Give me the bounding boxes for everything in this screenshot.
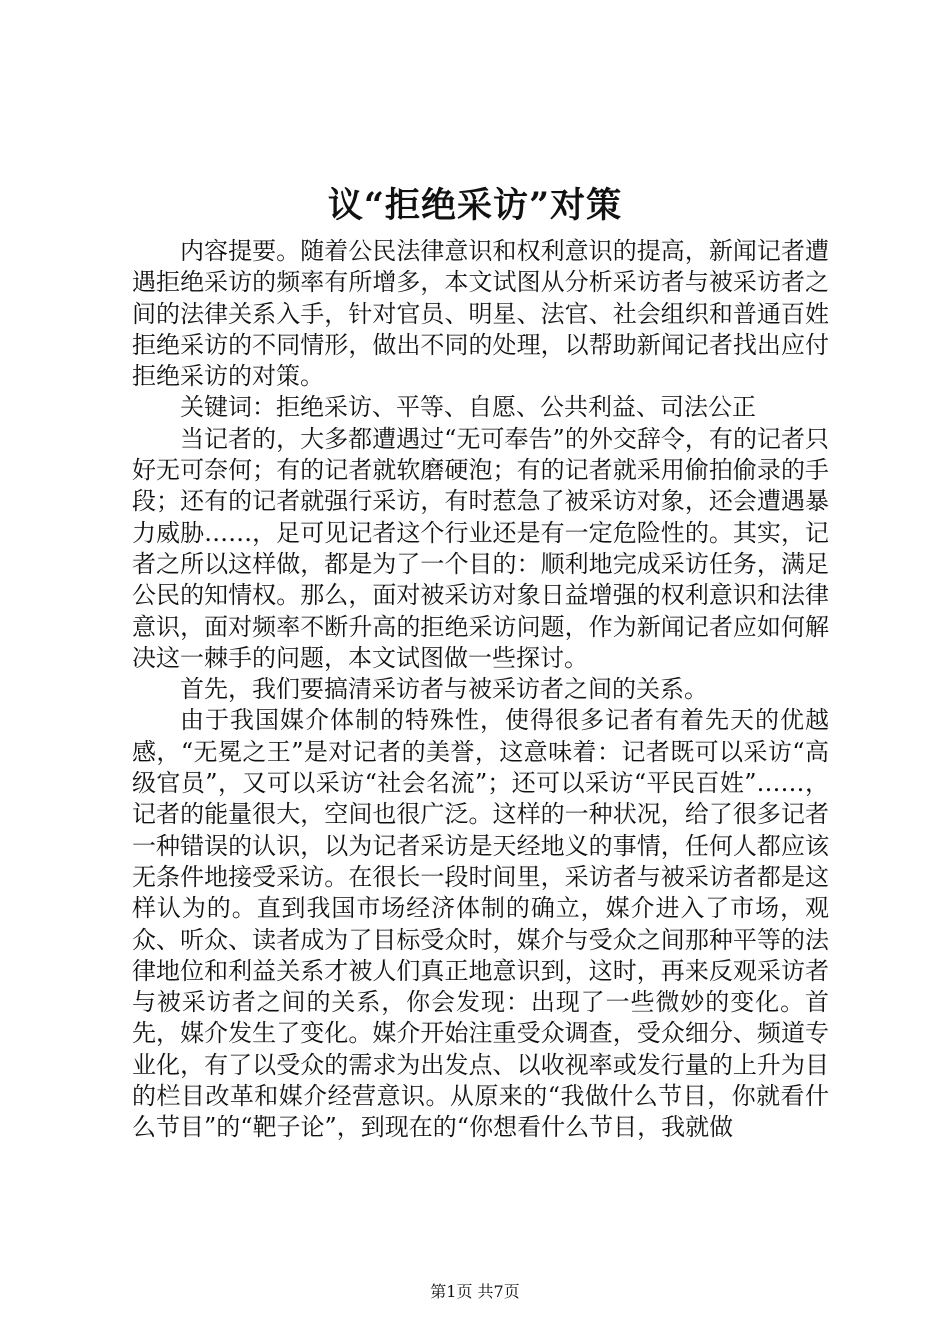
body-paragraph: 由于我国媒介体制的特殊性，使得很多记者有着先天的优越感，“无冕之王”是对记者的美誉，这意味着：记者既可以采访“高级官员”，又可以采访“社会名流”；还可以采访“平民百姓”……，记者的能量很大，空间也很广泛。这样的一种状况，给了很多记者一种错误的认识，以为记者采访是天经地义的事情，任何人都应该无条件地接受采访。在很长一段时间里，采访者与被采访者都是这样认为的。直到我国市场经济体制的确立，媒介进入了市场，观众、听众、读者成为了目标受众时，媒介与受众之间那种平等的法律地位和利益关系才被人们真正地意识到，这时，再来反观采访者与被采访者之间的关系，你会发现：出现了一些微妙的变化。首先，媒介发生了变化。媒介开始注重受众调查，受众细分、频道专业化，有了以受众的需求为出发点、以收视率或发行量的上升为目的栏目改革和媒介经营意识。从原来的“我做什么节目，你就看什么节目”的“靶子论”，到现在的“你想看什么节目，我就做 [132,706,829,1142]
page-number-footer: 第1页 共7页 [430,1282,520,1301]
body-paragraph: 首先，我们要搞清采访者与被采访者之间的关系。 [180,675,708,704]
document-body [132,236,829,1144]
document-title: 议“拒绝采访”对策 [327,185,623,226]
body-paragraph: 当记者的，大多都遭遇过“无可奉告”的外交辞令，有的记者只好无可奈何；有的记者就软磨硬泡；有的记者就采用偷拍偷录的手段；还有的记者就强行采访，有时惹急了被采访对象，还会遭遇暴力威胁……，足可见记者这个行业还是有一定危险性的。其实，记者之所以这样做，都是为了一个目的：顺利地完成采访任务，满足公民的知情权。那么，面对被采访对象日益增强的权利意识和法律意识，面对频率不断升高的拒绝采访问题，作为新闻记者应如何解决这一棘手的问题，本文试图做一些探讨。 [132,424,829,672]
keywords-paragraph: 关键词：拒绝采访、平等、自愿、公共利益、司法公正 [180,393,756,422]
abstract-paragraph: 内容提要。随着公民法律意识和权利意识的提高，新闻记者遭遇拒绝采访的频率有所增多，本文试图从分析采访者与被采访者之间的法律关系入手，针对官员、明星、法官、社会组织和普通百姓拒绝采访的不同情形，做出不同的处理，以帮助新闻记者找出应付拒绝采访的对策。 [132,237,829,391]
